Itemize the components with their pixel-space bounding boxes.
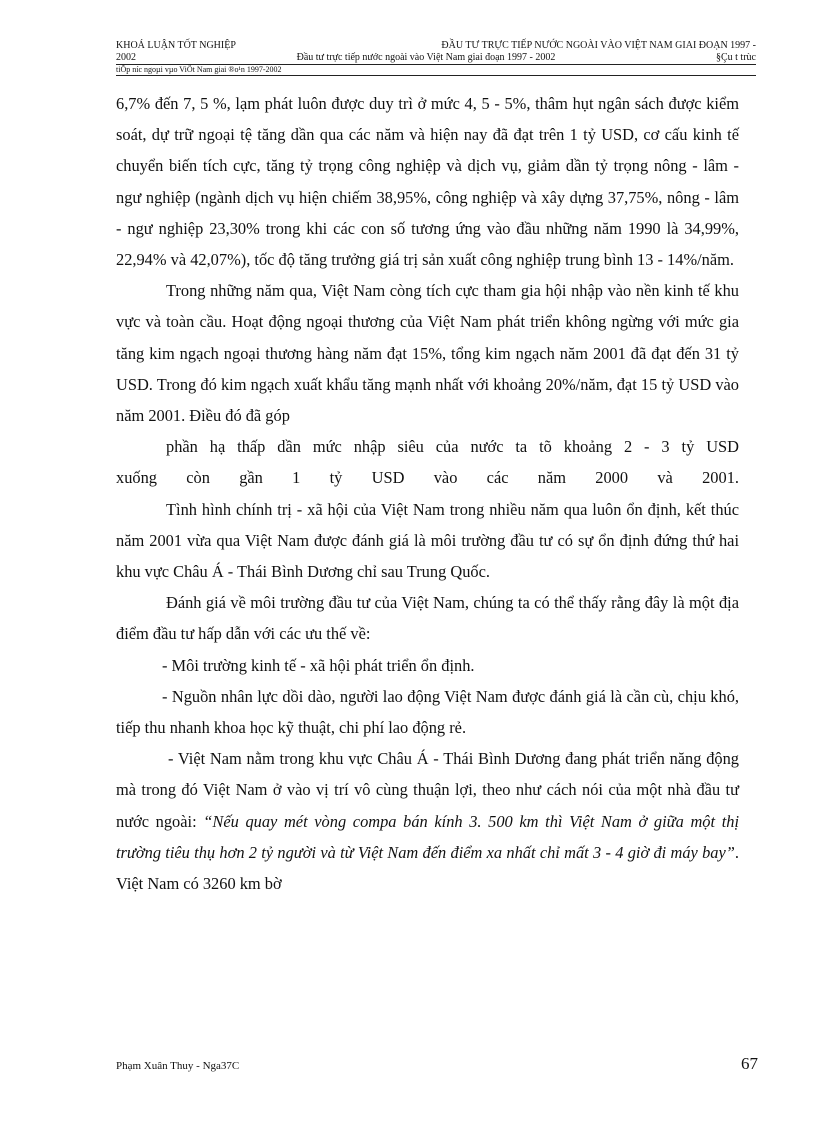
paragraph-2: Trong những năm qua, Việt Nam còng tích cực tham gia hội nhập vào nền kinh tế khu vực và toàn cầu. Hoạt động ngoại thương của Việt Nam phát triển không ngừng với mức gia tăng kim ngạch ngoại thương hàng năm đạt 15%, tổng kim ngạch năm 2001 đã đạt đến 31 tỷ USD. Trong đó kim ngạch xuất khẩu tăng mạnh nhất với khoảng 20%/năm, đạt 15 tỷ USD vào năm 2001. Điều đó đã góp bbox=[116, 281, 739, 426]
paragraph-3-line-1: phần hạ thấp dần mức nhập siêu của nước ta tõ khoảng 2 - 3 tỷ USD bbox=[166, 437, 739, 457]
paragraph-1: 6,7% đến 7, 5 %, lạm phát luôn được duy trì ở mức 4, 5 - 5%, thâm hụt ngân sách được kiểm soát, dự trữ ngoại tệ tăng dần qua các năm và hiện nay đã đạt trên 1 tỷ USD, cơ cấu kinh tế chuyển biến tích cực, tăng tỷ trọng công nghiệp và dịch vụ, giảm dần tỷ trọng nông - lâm - ngư nghiệp (ngành dịch vụ hiện chiếm 38,95%, công nghiệp và xây dựng 37,75%, nông - lâm - ngư nghiệp 23,30% trong khi các con số tương ứng vào đầu những năm 1990 là 34,99%, 22,94% và 42,07%), tốc độ tăng trưởng giá trị sản xuất công nghiệp trung bình 13 - 14%/năm. bbox=[116, 94, 739, 270]
header-garbled-right: §Çu t trùc bbox=[715, 52, 756, 63]
header-row-1 bbox=[116, 40, 756, 52]
bullet-3 bbox=[116, 743, 739, 899]
bullet-1: - Môi trường kinh tế - xã hội phát triển ổn định. bbox=[162, 655, 475, 675]
header-row-2 bbox=[116, 52, 756, 65]
page-header bbox=[116, 40, 756, 76]
paragraph-4: Tình hình chính trị - xã hội của Việt Nam trong nhiều năm qua luôn ổn định, kết thúc năm 2001 vừa qua Việt Nam được đánh giá là môi trường đầu tư có sự ổn định đứng thứ hai khu vực Châu Á - Thái Bình Dương chỉ sau Trung Quốc. bbox=[116, 499, 739, 582]
page-body bbox=[116, 88, 739, 899]
header-title: ĐẦU TƯ TRỰC TIẾP NƯỚC NGOÀI VÀO VIỆT NAM GIAI ĐOẠN 1997 - bbox=[441, 40, 756, 51]
bullet-3-text: - Việt Nam nằm trong khu vực Châu Á - Thái Bình Dương đang phát triển năng động mà trong đó Việt Nam ở vào vị trí vô cùng thuận lợi, theo như cách nói của một nhà đầu tư nước ngoài: bbox=[116, 749, 739, 831]
paragraph-3-line-2: xuống còn gần 1 tỷ USD vào các năm 2000 và 2001. bbox=[116, 468, 739, 488]
page-number: 67 bbox=[741, 1054, 758, 1073]
paragraph-5: Đánh giá về môi trường đầu tư của Việt Nam, chúng ta có thể thấy rằng đây là một địa điểm đầu tư hấp dẫn với các ưu thế về: bbox=[116, 593, 739, 644]
header-subtitle: Đầu tư trực tiếp nước ngoài vào Việt Nam giai đoạn 1997 - 2002 bbox=[296, 52, 556, 63]
bullet-3-end: . Việt Nam có 3260 km bờ bbox=[116, 842, 739, 894]
header-garbled-line: tiÕp níc ngoµi vµo ViÖt Nam giai ®o¹n 1997-2002 bbox=[116, 65, 756, 76]
header-year: 2002 bbox=[116, 52, 136, 63]
bullet-3-quote: “Nếu quay mét vòng compa bán kính 3. 500 km thì Việt Nam ở giữa một thị trường tiêu thụ hơn 2 tỷ người và từ Việt Nam đến điểm xa nhất chỉ mất 3 - 4 giờ đi máy bay” bbox=[116, 811, 740, 862]
footer-author: Phạm Xuân Thuy - Nga37C bbox=[116, 1060, 240, 1072]
bullet-2: - Nguồn nhân lực dồi dào, người lao động Việt Nam được đánh giá là cần cù, chịu khó, tiếp thu nhanh khoa học kỹ thuật, chi phí lao động rẻ. bbox=[116, 686, 739, 738]
page-footer bbox=[116, 1054, 758, 1074]
header-left-label: KHOÁ LUẬN TỐT NGHIỆP bbox=[116, 40, 236, 51]
